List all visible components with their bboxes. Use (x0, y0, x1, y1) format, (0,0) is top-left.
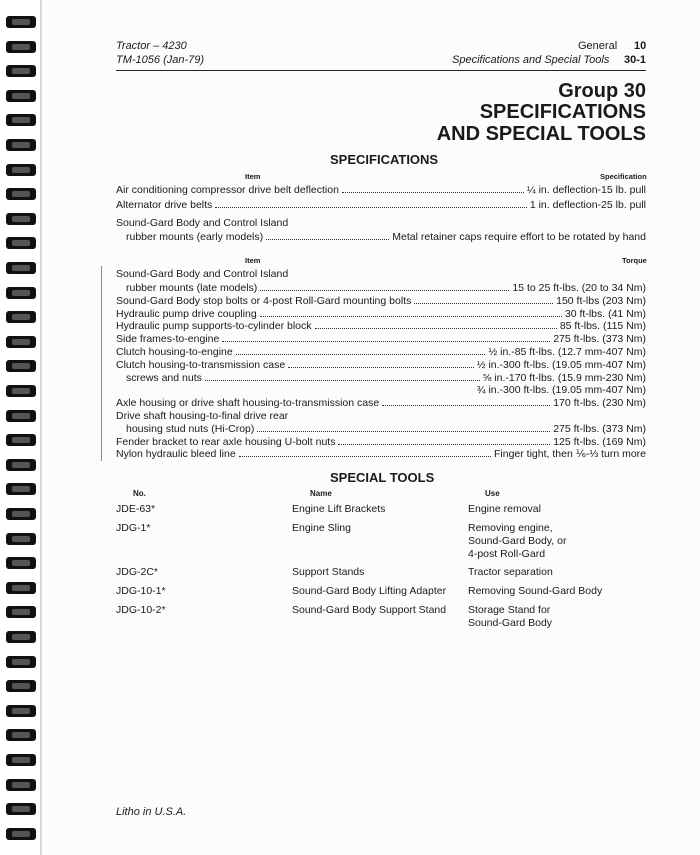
spec-item: Sound-Gard Body stop bolts or 4-post Roll-Gard mounting bolts (116, 294, 412, 307)
header-title: Specifications and Special Tools (452, 54, 610, 66)
tool-use-line: Engine removal (468, 503, 541, 515)
binding-ring (6, 336, 36, 348)
leader-dots (257, 422, 550, 432)
binding-ring (6, 262, 36, 274)
leader-dots (236, 345, 486, 355)
binding-ring (6, 631, 36, 643)
tool-name: Engine Sling (292, 522, 351, 534)
spec-value: 30 ft-lbs. (41 Nm) (564, 307, 646, 320)
binding-ring (6, 213, 36, 225)
spec-value: 15 to 25 ft-lbs. (20 to 34 Nm) (512, 282, 646, 294)
page-title-line1: SPECIFICATIONS (479, 101, 646, 123)
header-model: Tractor – 4230 (116, 40, 187, 52)
table1-item-header: Item (245, 172, 261, 181)
tool-use-line: Sound-Gard Body, or (468, 535, 567, 547)
tool-use (468, 503, 541, 516)
spec-item: rubber mounts (early models) (126, 231, 264, 243)
spec-item: Hydraulic pump supports-to-cylinder block (116, 320, 312, 333)
leader-dots (222, 332, 550, 342)
binding-ring (6, 680, 36, 692)
spec-value: ⅝ in.-170 ft-lbs. (15.9 mm-230 Nm) (482, 371, 646, 384)
tool-use (468, 566, 553, 579)
binding-ring (6, 656, 36, 668)
leader-dots (260, 281, 509, 291)
leader-dots (382, 396, 550, 406)
spec-item: screws and nuts (126, 371, 202, 384)
spec-item: Alternator drive belts (116, 199, 213, 211)
binding-ring (6, 188, 36, 200)
leader-dots (215, 198, 527, 208)
spec-value: 1 in. deflection-25 lb. pull (529, 199, 646, 211)
binding-ring (6, 828, 36, 840)
binding-ring (6, 114, 36, 126)
binding-ring (6, 16, 36, 28)
spec-value: 150 ft-lbs (203 Nm) (556, 294, 646, 307)
spec-row (116, 183, 646, 197)
special-tools-heading: SPECIAL TOOLS (330, 470, 435, 485)
binding-ring (6, 459, 36, 471)
binding-ring (6, 139, 36, 151)
group-title: Group 30 (558, 80, 646, 102)
binding-ring (6, 311, 36, 323)
binding-ring (6, 410, 36, 422)
leader-dots (205, 371, 480, 381)
binding-ring (6, 434, 36, 446)
soundgard-heading: Sound-Gard Body and Control Island (116, 217, 289, 229)
tool-use-line: 4-post Roll-Gard (468, 548, 546, 560)
header-page-number: 30-1 (624, 54, 647, 66)
binding-ring (6, 729, 36, 741)
binding-ring (6, 533, 36, 545)
table1-value-header: Specification (600, 172, 647, 181)
tool-number: JDE-63* (116, 503, 156, 515)
binding-ring (6, 360, 36, 372)
spec-row (116, 447, 646, 461)
spec-value: Metal retainer caps require effort to be rotated by hand (392, 231, 646, 243)
spec-value: ¼ in. deflection-15 lb. pull (526, 184, 646, 196)
spec-value: 85 ft-lbs. (115 Nm) (559, 320, 646, 333)
spec-item: housing stud nuts (Hi-Crop) (126, 422, 255, 435)
spec-item: Axle housing or drive shaft housing-to-transmission case (116, 397, 380, 410)
binding-ring (6, 557, 36, 569)
tool-number: JDG-10-2* (116, 604, 166, 616)
binding-ring (6, 606, 36, 618)
spec-value: ½ in.-300 ft-lbs. (19.05 mm-407 Nm) (476, 358, 646, 371)
spec-item: Side frames-to-engine (116, 333, 220, 346)
footer-litho: Litho in U.S.A. (116, 806, 187, 818)
binding-ring (6, 385, 36, 397)
specifications-heading: SPECIFICATIONS (330, 152, 439, 167)
binding-ring (6, 582, 36, 594)
spec-item: rubber mounts (late models) (126, 282, 258, 294)
tool-number: JDG-10-1* (116, 585, 166, 597)
spec-item: Clutch housing-to-engine (116, 346, 233, 358)
spec-item: Hydraulic pump drive coupling (116, 307, 257, 320)
binding-ring (6, 779, 36, 791)
spec-row (116, 198, 646, 212)
spec-value: 275 ft-lbs. (373 Nm) (553, 422, 646, 435)
leader-dots (239, 447, 491, 457)
binding-ring (6, 65, 36, 77)
binding-ring (6, 287, 36, 299)
binding-ring (6, 754, 36, 766)
tool-name: Sound-Gard Body Support Stand (292, 604, 447, 616)
spec-value: 170 ft-lbs. (230 Nm) (553, 397, 646, 410)
spec-item: Clutch housing-to-transmission case (116, 358, 286, 371)
binding-ring (6, 41, 36, 53)
tools-col-name: Name (310, 489, 332, 498)
spec-value: ½ in.-85 ft-lbs. (12.7 mm-407 Nm) (488, 346, 646, 358)
spiral-binding (0, 0, 44, 855)
tool-use (468, 585, 602, 598)
header-manual-number: TM-1056 (Jan-79) (116, 54, 205, 66)
tool-use (468, 522, 566, 561)
leader-dots (338, 435, 550, 445)
tool-use-line: Removing Sound-Gard Body (468, 585, 603, 597)
leader-dots (266, 230, 389, 240)
page-title (437, 101, 646, 145)
page-title-line2: AND SPECIAL TOOLS (436, 123, 646, 145)
spec-value: ¾ in.-300 ft-lbs. (19.05 mm-407 Nm) (476, 384, 646, 397)
header-section: General (578, 40, 618, 52)
spec-item: Nylon hydraulic bleed line (116, 448, 236, 461)
tool-use-line: Removing engine, (468, 522, 553, 534)
table2-heading: Sound-Gard Body and Control Island (116, 268, 289, 280)
tools-col-no: No. (133, 489, 146, 498)
binding-ring (6, 508, 36, 520)
spec-row (116, 230, 646, 244)
binding-ring (6, 237, 36, 249)
binding-ring (6, 90, 36, 102)
spec-item: Drive shaft housing-to-final drive rear (116, 410, 289, 422)
header-section-number: 10 (634, 40, 647, 52)
tools-col-use: Use (485, 489, 500, 498)
tool-name: Engine Lift Brackets (292, 503, 386, 515)
spec-item: Fender bracket to rear axle housing U-bolt nuts (116, 435, 336, 448)
leader-dots (342, 183, 524, 193)
spec-value: 275 ft-lbs. (373 Nm) (553, 333, 646, 346)
spec-value: 125 ft-lbs. (169 Nm) (553, 435, 646, 448)
leader-dots (260, 307, 562, 317)
tool-name: Sound-Gard Body Lifting Adapter (292, 585, 447, 597)
binding-ring (6, 164, 36, 176)
spec-item: Air conditioning compressor drive belt deflection (116, 184, 339, 196)
header-rule (116, 70, 646, 71)
table2-item-header: Item (245, 256, 261, 265)
leader-dots (288, 358, 474, 368)
tool-name: Support Stands (292, 566, 365, 578)
tool-use-line: Tractor separation (468, 566, 553, 578)
spec-value: Finger tight, then ⅙-⅓ turn more (494, 448, 646, 461)
leader-dots (315, 319, 557, 329)
binding-ring (6, 483, 36, 495)
table2-value-header: Torque (622, 256, 647, 265)
tool-use-line: Storage Stand for (468, 604, 551, 616)
leader-dots (414, 294, 553, 304)
tool-number: JDG-1* (116, 522, 151, 534)
binding-ring (6, 705, 36, 717)
binding-ring (6, 803, 36, 815)
tool-number: JDG-2C* (116, 566, 159, 578)
revision-bar (101, 266, 102, 461)
tool-use (468, 604, 552, 630)
tool-use-line: Sound-Gard Body (468, 617, 553, 629)
